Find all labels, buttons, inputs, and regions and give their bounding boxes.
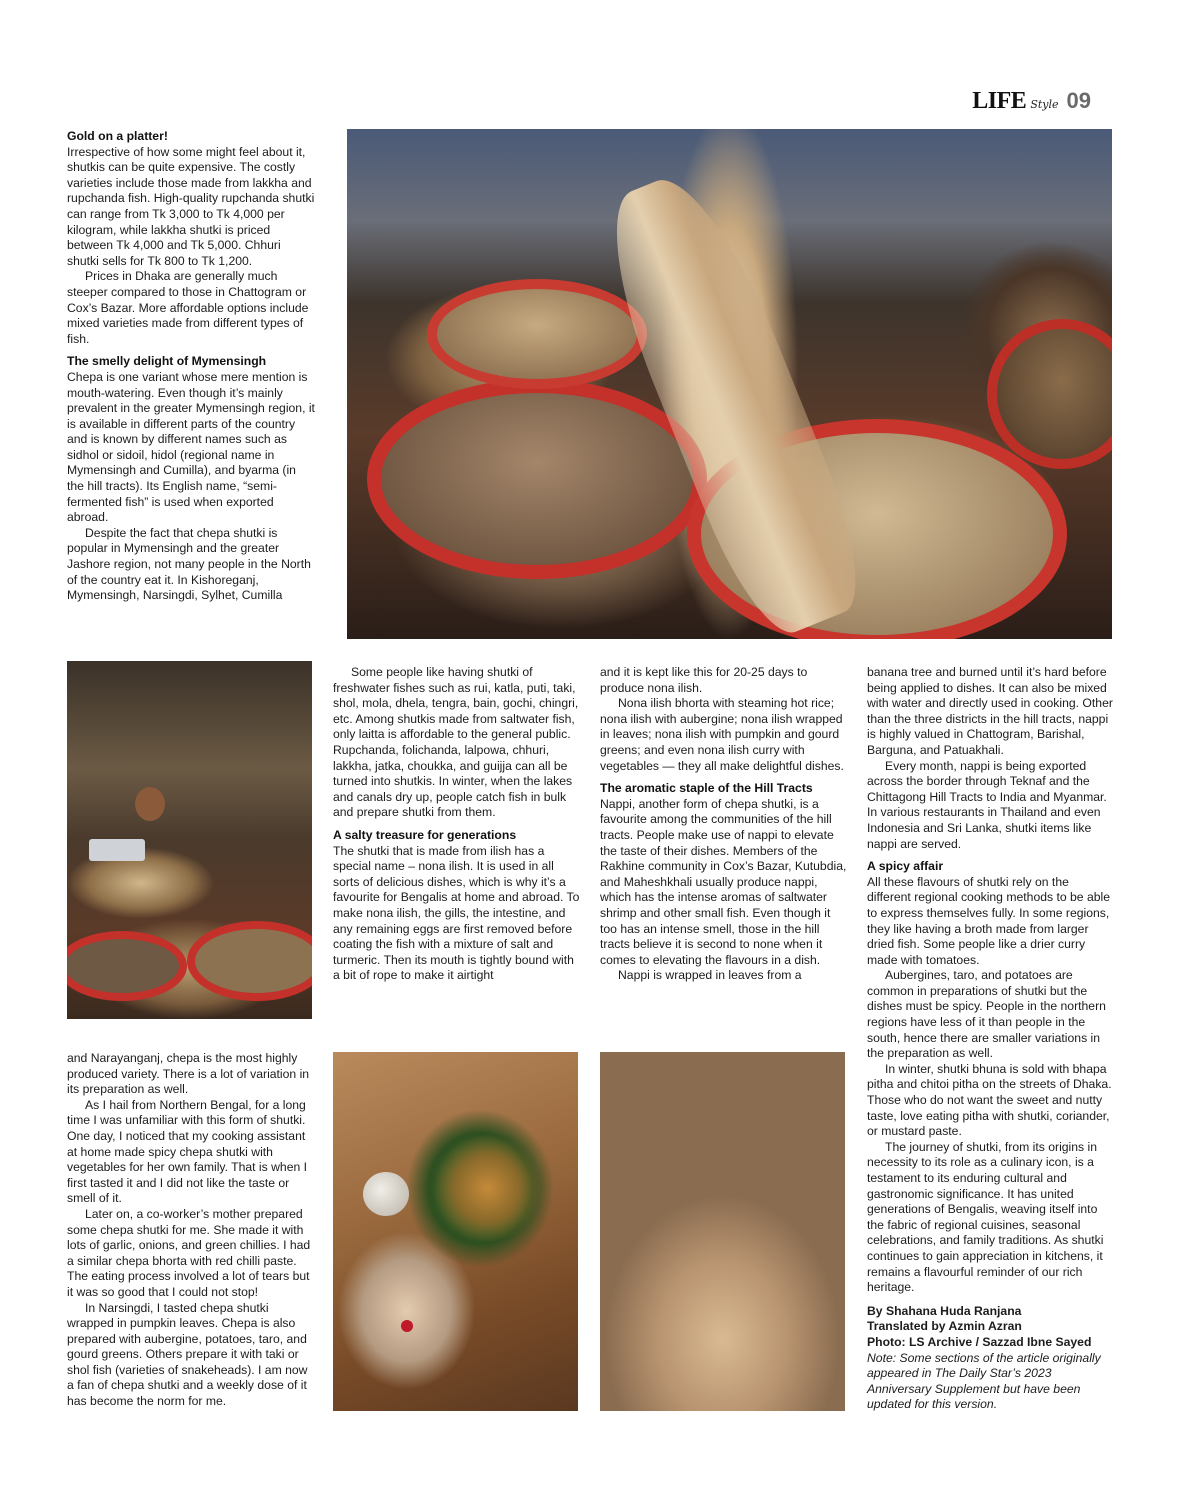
heading-smelly-delight: The smelly delight of Mymensingh [67, 354, 267, 369]
column-1-top [67, 129, 315, 604]
paragraph: As I hail from Northern Bengal, for a long time I was unfamiliar with this form of shutki. One day, I noticed that my cooking assistant at home made spicy chepa shutki with vegetables for her own family. That is when I first tasted it and I did not like the taste or smell of it. [67, 1097, 308, 1206]
photo-bowl-decor [67, 931, 187, 1001]
paragraph: Some people like having shutki of freshwater fishes such as rui, katla, puti, taki, shol, mola, dhela, tengra, bain, gochi, chingri, etc. Among shutkis made from saltwater fish, only laitta is affordable to the general public. Rupchanda, folichanda, lalpowa, chhuri, lakkha, jatka, choukka, and guijja can all be turned into shutkis. In winter, when the lakes and canals dry up, people catch fish in bulk and prepare shutki from them. [333, 665, 579, 820]
photo-shrimp-shutki-heaps [600, 1052, 845, 1411]
photo-vendor-decor [135, 787, 165, 821]
paragraph: The shutki that is made from ilish has a special name – nona ilish. It is used in all sorts of delicious dishes, which is why it’s a favourite for Bengalis at home and abroad. To make nona ilish, the gills, the intestine, and any remaining eggs are first removed before coating the fish with a mixture of salt and turmeric. Then its mouth is tightly bound with a bit of rope to make it airtight [333, 843, 580, 983]
paragraph: Chepa is one variant whose mere mention is mouth-watering. Even though it’s mainly prevalent in the greater Mymensingh region, it is available in different parts of the country and is known by different names such as sidhol or sidoil, hidol (regional name in Mymensingh and Cumilla), and byarma (in the hill tracts). Its English name, “semi-fermented fish” is used when exported abroad. [67, 369, 315, 525]
paragraph: and it is kept like this for 20-25 days to produce nona ilish. [600, 665, 808, 695]
photo-bowl-decor [987, 319, 1112, 469]
photo-bowl-decor [427, 279, 647, 389]
heading-gold-on-a-platter: Gold on a platter! [67, 129, 168, 143]
column-3 [600, 665, 848, 984]
paragraph: Later on, a co-worker’s mother prepared some chepa shutki for me. She made it with lots of garlic, onions, and green chillies. I had a similar chepa bhorta with red chilli paste. The eating process involved a lot of tears but it was so good that I could not stop! [67, 1206, 311, 1299]
paragraph: and Narayanganj, chepa is the most highly produced variety. There is a lot of variation in its preparation as well. [67, 1051, 310, 1097]
paragraph: In Narsingdi, I tasted chepa shutki wrapped in pumpkin leaves. Chepa is also prepared with aubergine, potatoes, taro, and gourd greens. Others prepare it with taki or shol fish (varieties of snakeheads). I am now a fan of chepa shutki and a weekly dose of it has become the norm for me. [67, 1300, 308, 1409]
paragraph: Nona ilish bhorta with steaming hot rice; nona ilish with aubergine; nona ilish wrapped in leaves; nona ilish with pumpkin and gourd greens; and even nona ilish curry with vegetables — they all make delightful dishes. [600, 696, 844, 773]
translator-credit: Translated by Azmin Azran [867, 1319, 1022, 1334]
byline: By Shahana Huda Ranjana [867, 1303, 1022, 1318]
masthead-logo-style: Style [1030, 97, 1059, 111]
paragraph: Nappi, another form of chepa shutki, is a favourite among the communities of the hill tracts. People make use of nappi to elevate the taste of their dishes. Members of the Rakhine community in Cox’s Bazar, Kutubdia, and Maheshkhali usually produce nappi, which has the intense aromas of saltwater shrimp and other small fish. Even though it too has an intense smell, those in the hill tracts believe it is second to none when it comes to elevating the flavours in a dish. [600, 796, 847, 967]
photo-credit: Photo: LS Archive / Sazzad Ibne Sayed [867, 1334, 1092, 1349]
photo-scale-decor [89, 839, 145, 861]
editor-note: Note: Some sections of the article originally appeared in The Daily Star’s 2023 Anniversary Supplement but have been updated for this version. [867, 1350, 1101, 1412]
column-1-bottom [67, 1051, 315, 1410]
paragraph: Irrespective of how some might feel about it, shutkis can be quite expensive. The costly varieties include those made from lakkha and rupchanda fish. High-quality rupchanda shutki can range from Tk 3,000 to Tk 4,000 per kilogram, while lakkha shutki is priced between Tk 4,000 and Tk 5,000. Chhuri shutki sells for Tk 800 to Tk 1,200. [67, 144, 315, 268]
photo-bowl-decor [187, 921, 312, 1001]
photo-dried-fish-market-bowls [347, 129, 1112, 639]
column-2 [333, 665, 581, 984]
photo-chilli-decor [401, 1320, 413, 1332]
paragraph: Nappi is wrapped in leaves from a [618, 968, 802, 983]
photo-shutki-stall-vendor [67, 661, 312, 1019]
masthead [972, 86, 1091, 116]
paragraph: Every month, nappi is being exported across the border through Teknaf and the Chittagong Hill Tracts to India and Myanmar. In various restaurants in Thailand and even Indonesia and Sri Lanka, shutki items like nappi are served. [867, 758, 1107, 851]
column-4 [867, 665, 1115, 1413]
heading-salty-treasure: A salty treasure for generations [333, 827, 517, 842]
heading-spicy-affair: A spicy affair [867, 859, 944, 874]
photo-garlic-decor [363, 1172, 409, 1216]
paragraph: The journey of shutki, from its origins in necessity to its role as a culinary icon, is a testament to its enduring cultural and gastronomic significance. It has united generations of Bengalis, weaving itself into the fabric of regional cuisines, seasonal celebrations, and family traditions. As shutki continues to gain appreciation in kitchens, it remains a flavourful reminder of our rich heritage. [867, 1139, 1104, 1295]
paragraph: Despite the fact that chepa shutki is popular in Mymensingh and the greater Jashore region, not many people in the North of the country eat it. In Kishoreganj, Mymensingh, Narsingdi, Sylhet, Cumilla [67, 525, 311, 603]
photo-shutki-dish-on-leaf [333, 1052, 578, 1411]
photo-bowl-decor [367, 379, 707, 579]
masthead-logo-life: LIFE [972, 87, 1027, 114]
paragraph: All these flavours of shutki rely on the different regional cooking methods to be able to express themselves fully. In some regions, they like having a broth made from larger dried fish. Some people like a drier curry made with tomatoes. [867, 874, 1111, 967]
page-number: 09 [1066, 88, 1091, 113]
paragraph: In winter, shutki bhuna is sold with bhapa pitha and chitoi pitha on the streets of Dhaka. Those who do not want the sweet and nutty taste, love eating pitha with shutki, coriander, or mustard paste. [867, 1061, 1112, 1139]
paragraph: Prices in Dhaka are generally much steeper compared to those in Chattogram or Cox’s Bazar. More affordable options include mixed varieties made from different types of fish. [67, 269, 309, 346]
paragraph: banana tree and burned until it’s hard before being applied to dishes. It can also be mixed with water and directly used in cooking. Other than the three districts in the hill tracts, nappi is highly valued in Chattogram, Barishal, Barguna, and Patuakhali. [867, 665, 1113, 757]
paragraph: Aubergines, taro, and potatoes are common in preparations of shutki but the dishes must be spicy. People in the northern regions have less of it than people in the south, hence there are smaller variations in the preparation as well. [867, 968, 1106, 1061]
heading-aromatic-staple: The aromatic staple of the Hill Tracts [600, 781, 813, 796]
